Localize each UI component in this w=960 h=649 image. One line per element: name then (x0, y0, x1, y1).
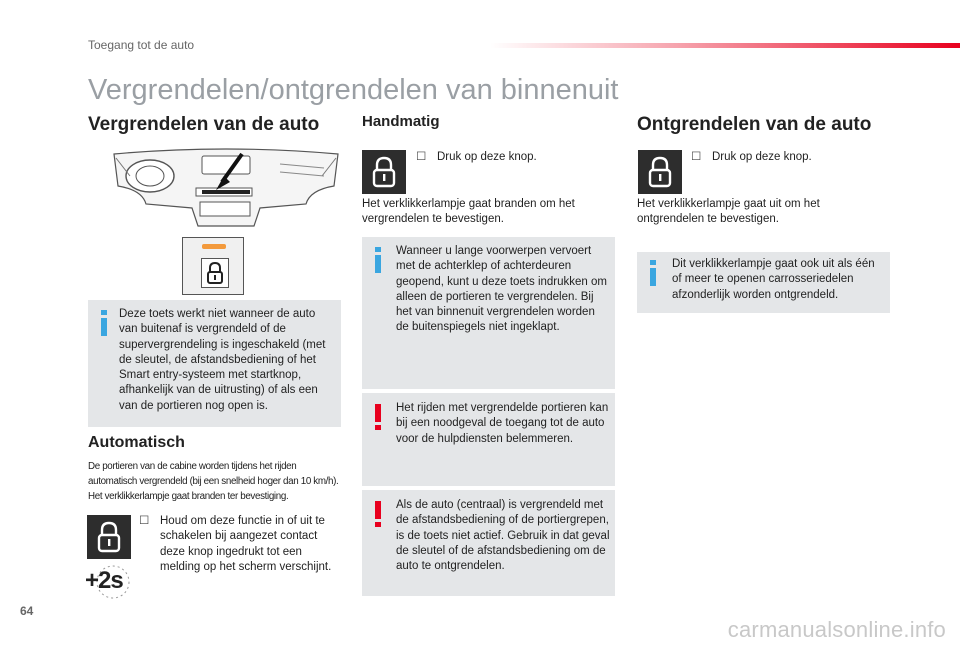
warning-box-2 (362, 490, 615, 596)
info-text-handmatig: Wanneer u lange voorwerpen vervoert met de achterklep of achterdeuren geopend, kunt u deze toets indrukken om alleen de portieren te vergrendelen. Bij het van binnenuit vergrendelen worden de buitenspiegels niet ingeklapt. (396, 245, 607, 334)
checkbox-bullet-icon: ☐ (139, 515, 150, 527)
lock-switch (201, 258, 229, 288)
info-text-vergrendelen: Deze toets werkt niet wanneer de auto van buitenaf is vergrendeld of de supervergrendeling is ingeschakeld (met de sleutel, de afstandsbediening of het Smart entry-systeem met startknop, afhankelijk van de uitrusting) of als een van de portieren nog open is. (119, 308, 326, 412)
warning-box-1 (362, 393, 615, 486)
indicator-lamp (202, 244, 226, 249)
lock-button-automatisch (87, 515, 131, 559)
switch-closeup (182, 237, 244, 295)
heading-vergrendelen: Vergrendelen van de auto (88, 114, 320, 135)
padlock-icon (202, 259, 228, 287)
hold-2s-label: +2s (85, 567, 123, 594)
hold-instruction: Houd om deze functie in of uit te schakelen bij aangezet contact deze knop ingedrukt tot een melding op het scherm verschijnt. (160, 515, 332, 573)
info-box-vergrendelen (88, 300, 341, 427)
lock-button-ontgrendelen (638, 150, 682, 194)
instruction-ontgrendelen: Druk op deze knop. (712, 151, 812, 163)
header-accent-bar (490, 43, 960, 48)
checkbox-bullet-icon: ☐ (416, 151, 427, 163)
page-title: Vergrendelen/ontgrendelen van binnenuit (88, 74, 619, 106)
info-box-handmatig (362, 237, 615, 389)
info-icon (372, 247, 384, 273)
warning-text-2: Als de auto (centraal) is vergrendeld met de afstandsbediening of de portiergrepen, is de toets niet actief. Gebruik in dat geval de sleutel of de afstandsbediening om de auto te ontgrendelen. (396, 499, 610, 573)
warning-text-1: Het rijden met vergrendelde portieren kan bij een noodgeval de toegang tot de auto voor de hulpdiensten belemmeren. (396, 402, 609, 445)
heading-automatisch: Automatisch (88, 434, 185, 451)
info-icon (98, 310, 110, 336)
warning-icon (372, 404, 384, 430)
heading-ontgrendelen: Ontgrendelen van de auto (637, 114, 872, 135)
watermark: carmanualsonline.info (727, 617, 946, 642)
section-label: Toegang tot de auto (88, 38, 195, 52)
info-text-ontgrendelen: Dit verklikkerlampje gaat ook uit als één of meer te openen carrosseriedelen afzonderlijk worden ontgrendeld. (672, 258, 875, 301)
padlock-icon (362, 150, 406, 194)
instruction-handmatig: Druk op deze knop. (437, 151, 537, 163)
padlock-icon (638, 150, 682, 194)
confirm-text-handmatig: Het verklikkerlampje gaat branden om het vergrendelen te bevestigen. (362, 198, 575, 226)
checkbox-bullet-icon: ☐ (691, 151, 702, 163)
dashboard-illustration (110, 146, 342, 230)
lock-button-handmatig (362, 150, 406, 194)
padlock-icon (87, 515, 131, 559)
info-box-ontgrendelen (637, 252, 890, 313)
page-number: 64 (20, 604, 34, 618)
confirm-text-ontgrendelen: Het verklikkerlampje gaat uit om het ontgrendelen te bevestigen. (637, 198, 820, 226)
info-icon (647, 260, 659, 286)
heading-handmatig: Handmatig (362, 113, 440, 130)
automatisch-text: De portieren van de cabine worden tijdens het rijden automatisch vergrendeld (bij een snelheid hoger dan 10 km/h). Het verklikkerlampje gaat branden ter bevestiging. (88, 461, 339, 502)
warning-icon (372, 501, 384, 527)
hold-2s-badge (85, 564, 131, 600)
